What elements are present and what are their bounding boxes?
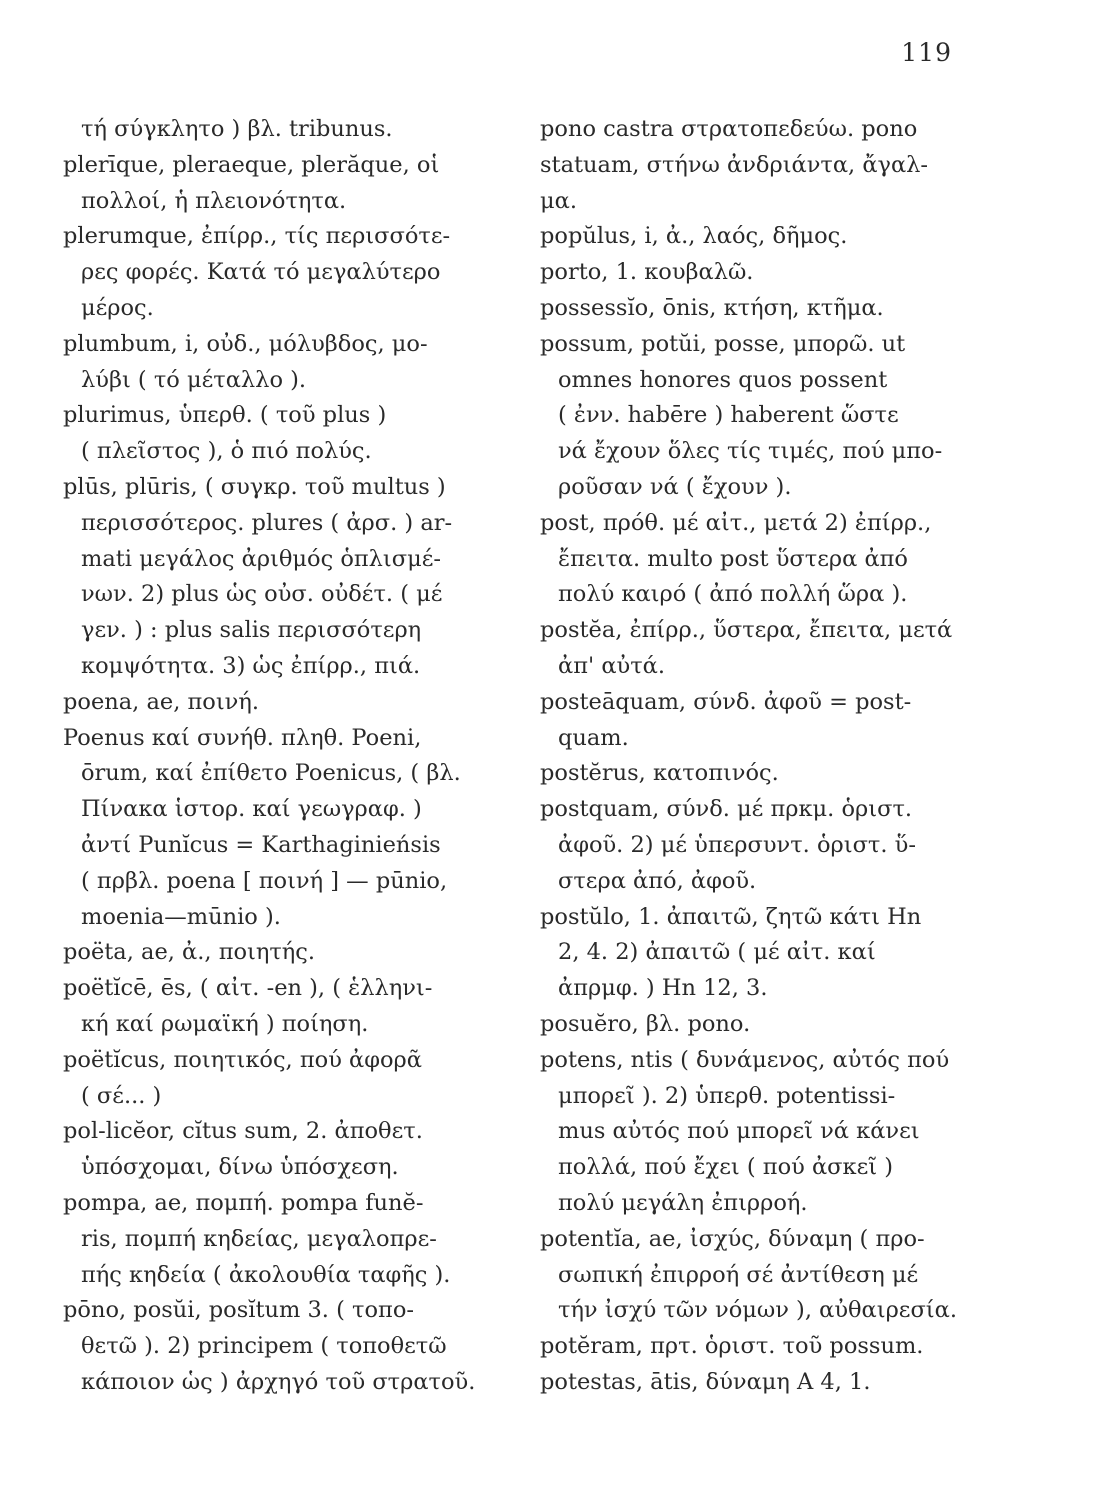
right-column xyxy=(540,112,1010,1401)
dictionary-line: pol-licĕor, cĭtus sum, 2. ἀποθετ. xyxy=(63,1118,423,1145)
dictionary-line: μα. xyxy=(540,187,577,214)
dictionary-line: poëta, ae, ἀ., ποιητής. xyxy=(63,939,316,966)
dictionary-line: poëtĭcus, ποιητικός, πού ἀφορᾶ xyxy=(63,1046,422,1073)
dictionary-line: ris, πομπή κηδείας, μεγαλοπρε- xyxy=(81,1225,437,1252)
dictionary-line: θετῶ ). 2) principem ( τοποθετῶ xyxy=(81,1333,447,1360)
dictionary-line: potestas, ātis, δύναμη A 4, 1. xyxy=(540,1368,871,1395)
dictionary-line: postquam, σύνδ. μέ πρκμ. ὁριστ. xyxy=(540,796,913,823)
dictionary-line: ἀπρμφ. ) Hn 12, 3. xyxy=(558,975,768,1002)
dictionary-line: ( ἐνν. habēre ) haberent ὥστε xyxy=(558,402,899,429)
dictionary-line: κή καί ρωμαϊκή ) ποίηση. xyxy=(81,1010,369,1037)
dictionary-line: ἔπειτα. multo post ὕστερα ἀπό xyxy=(558,545,908,572)
dictionary-line: γεν. ) : plus salis περισσότερη xyxy=(81,617,422,644)
dictionary-line: μπορεῖ ). 2) ὑπερθ. potentissi- xyxy=(558,1082,896,1109)
dictionary-line: potens, ntis ( δυνάμενος, αὐτός πού xyxy=(540,1046,950,1073)
dictionary-line: postĕa, ἐπίρρ., ὕστερα, ἔπειτα, μετά xyxy=(540,617,953,644)
dictionary-line: omnes honores quos possent xyxy=(558,366,888,393)
dictionary-line: κομψότητα. 3) ὡς ἐπίρρ., πιά. xyxy=(81,652,421,679)
dictionary-line: poëtĭcē, ēs, ( αἰτ. -en ), ( ἑλληνι- xyxy=(63,975,433,1002)
dictionary-line: ( πρβλ. poena [ ποινή ] — pūnio, xyxy=(81,867,448,894)
dictionary-line: plurimus, ὑπερθ. ( τοῦ plus ) xyxy=(63,402,387,429)
dictionary-line: moenia—mūnio ). xyxy=(81,903,281,930)
dictionary-line: πολλοί, ἡ πλειονότητα. xyxy=(81,187,347,214)
dictionary-line: statuam, στήνω ἀνδριάντα, ἄγαλ- xyxy=(540,151,929,178)
dictionary-line: ἀντί Punĭcus = Karthaginieńsis xyxy=(81,831,441,858)
dictionary-line: πής κηδεία ( ἀκολουθία ταφῆς ). xyxy=(81,1261,451,1288)
dictionary-line: νά ἔχουν ὅλες τίς τιμές, πού μπο- xyxy=(558,438,943,465)
dictionary-line: pompa, ae, πομπή. pompa funĕ- xyxy=(63,1189,424,1216)
dictionary-line: ροῦσαν νά ( ἔχουν ). xyxy=(558,473,792,500)
dictionary-line: mus αὐτός πού μπορεῖ νά κάνει xyxy=(558,1118,920,1145)
dictionary-line: posuĕro, βλ. pono. xyxy=(540,1010,751,1037)
dictionary-line: περισσότερος. plures ( ἀρσ. ) ar- xyxy=(81,509,453,536)
dictionary-line: κάποιον ὡς ) ἀρχηγό τοῦ στρατοῦ. xyxy=(81,1368,476,1395)
dictionary-line: plūs, plūris, ( συγκρ. τοῦ multus ) xyxy=(63,473,446,500)
dictionary-line: plerumque, ἐπίρρ., τίς περισσότε- xyxy=(63,223,451,250)
dictionary-line: porto, 1. κουβαλῶ. xyxy=(540,259,754,286)
dictionary-line: mati μεγάλος ἀριθμός ὁπλισμέ- xyxy=(81,545,441,572)
dictionary-line: ὑπόσχομαι, δίνω ὑπόσχεση. xyxy=(81,1154,399,1181)
dictionary-line: posteāquam, σύνδ. ἀφοῦ = post- xyxy=(540,688,912,715)
dictionary-line: ἀφοῦ. 2) μέ ὑπερσυντ. ὁριστ. ὕ- xyxy=(558,831,916,858)
dictionary-line: λύβι ( τό μέταλλο ). xyxy=(81,366,307,393)
dictionary-line: pōno, posŭi, posĭtum 3. ( τοπο- xyxy=(63,1297,414,1324)
dictionary-line: poena, ae, ποινή. xyxy=(63,688,259,715)
dictionary-line: πολύ καιρό ( ἀπό πολλή ὥρα ). xyxy=(558,581,908,608)
dictionary-line: στερα ἀπό, ἀφοῦ. xyxy=(558,867,757,894)
dictionary-line: post, πρόθ. μέ αἰτ., μετά 2) ἐπίρρ., xyxy=(540,509,932,536)
dictionary-line: popŭlus, i, ἀ., λαός, δῆμος. xyxy=(540,223,848,250)
dictionary-line: 2, 4. 2) ἀπαιτῶ ( μέ αἰτ. καί xyxy=(558,939,876,966)
dictionary-line: pono castra στρατοπεδεύω. pono xyxy=(540,116,918,142)
dictionary-line: plerīque, pleraeque, plerăque, οἱ xyxy=(63,151,440,178)
dictionary-line: σωπική ἐπιρροή σέ ἀντίθεση μέ xyxy=(558,1261,919,1288)
dictionary-line: νων. 2) plus ὡς οὐσ. οὐδέτ. ( μέ xyxy=(81,581,443,608)
dictionary-line: potĕram, πρτ. ὁριστ. τοῦ possum. xyxy=(540,1333,924,1360)
left-column xyxy=(63,112,513,1401)
dictionary-line: πολλά, πού ἔχει ( πού ἀσκεῖ ) xyxy=(558,1154,893,1181)
dictionary-line: potentĭa, ae, ἰσχύς, δύναμη ( προ- xyxy=(540,1225,925,1252)
dictionary-line: μέρος. xyxy=(81,294,154,321)
dictionary-line: possum, potŭi, posse, μπορῶ. ut xyxy=(540,330,906,357)
dictionary-line: ἀπ' αὐτά. xyxy=(558,652,665,679)
dictionary-line: Poenus καί συνήθ. πληθ. Poeni, xyxy=(63,724,422,751)
dictionary-line: τήν ἰσχύ τῶν νόμων ), αὐθαιρεσία. xyxy=(558,1297,957,1324)
dictionary-line: plumbum, i, οὐδ., μόλυβδος, μο- xyxy=(63,330,428,357)
dictionary-line: ρες φορές. Κατά τό μεγαλύτερο xyxy=(81,259,441,286)
dictionary-line: postŭlo, 1. ἀπαιτῶ, ζητῶ κάτι Hn xyxy=(540,903,922,930)
dictionary-line: τή σύγκλητο ) βλ. tribunus. xyxy=(81,116,393,142)
dictionary-line: Πίνακα ἱστορ. καί γεωγραφ. ) xyxy=(81,796,422,823)
dictionary-line: πολύ μεγάλη ἐπιρροή. xyxy=(558,1189,808,1216)
dictionary-line: ( πλεῖστος ), ὁ πιό πολύς. xyxy=(81,438,372,465)
dictionary-line: postĕrus, κατοπινός. xyxy=(540,760,779,787)
dictionary-line: quam. xyxy=(558,724,629,751)
page-number: 119 xyxy=(901,38,952,67)
dictionary-line: possessĭo, ōnis, κτήση, κτῆμα. xyxy=(540,294,884,321)
dictionary-line: ōrum, καί ἐπίθετο Poenicus, ( βλ. xyxy=(81,760,461,787)
dictionary-line: ( σέ... ) xyxy=(81,1082,162,1109)
